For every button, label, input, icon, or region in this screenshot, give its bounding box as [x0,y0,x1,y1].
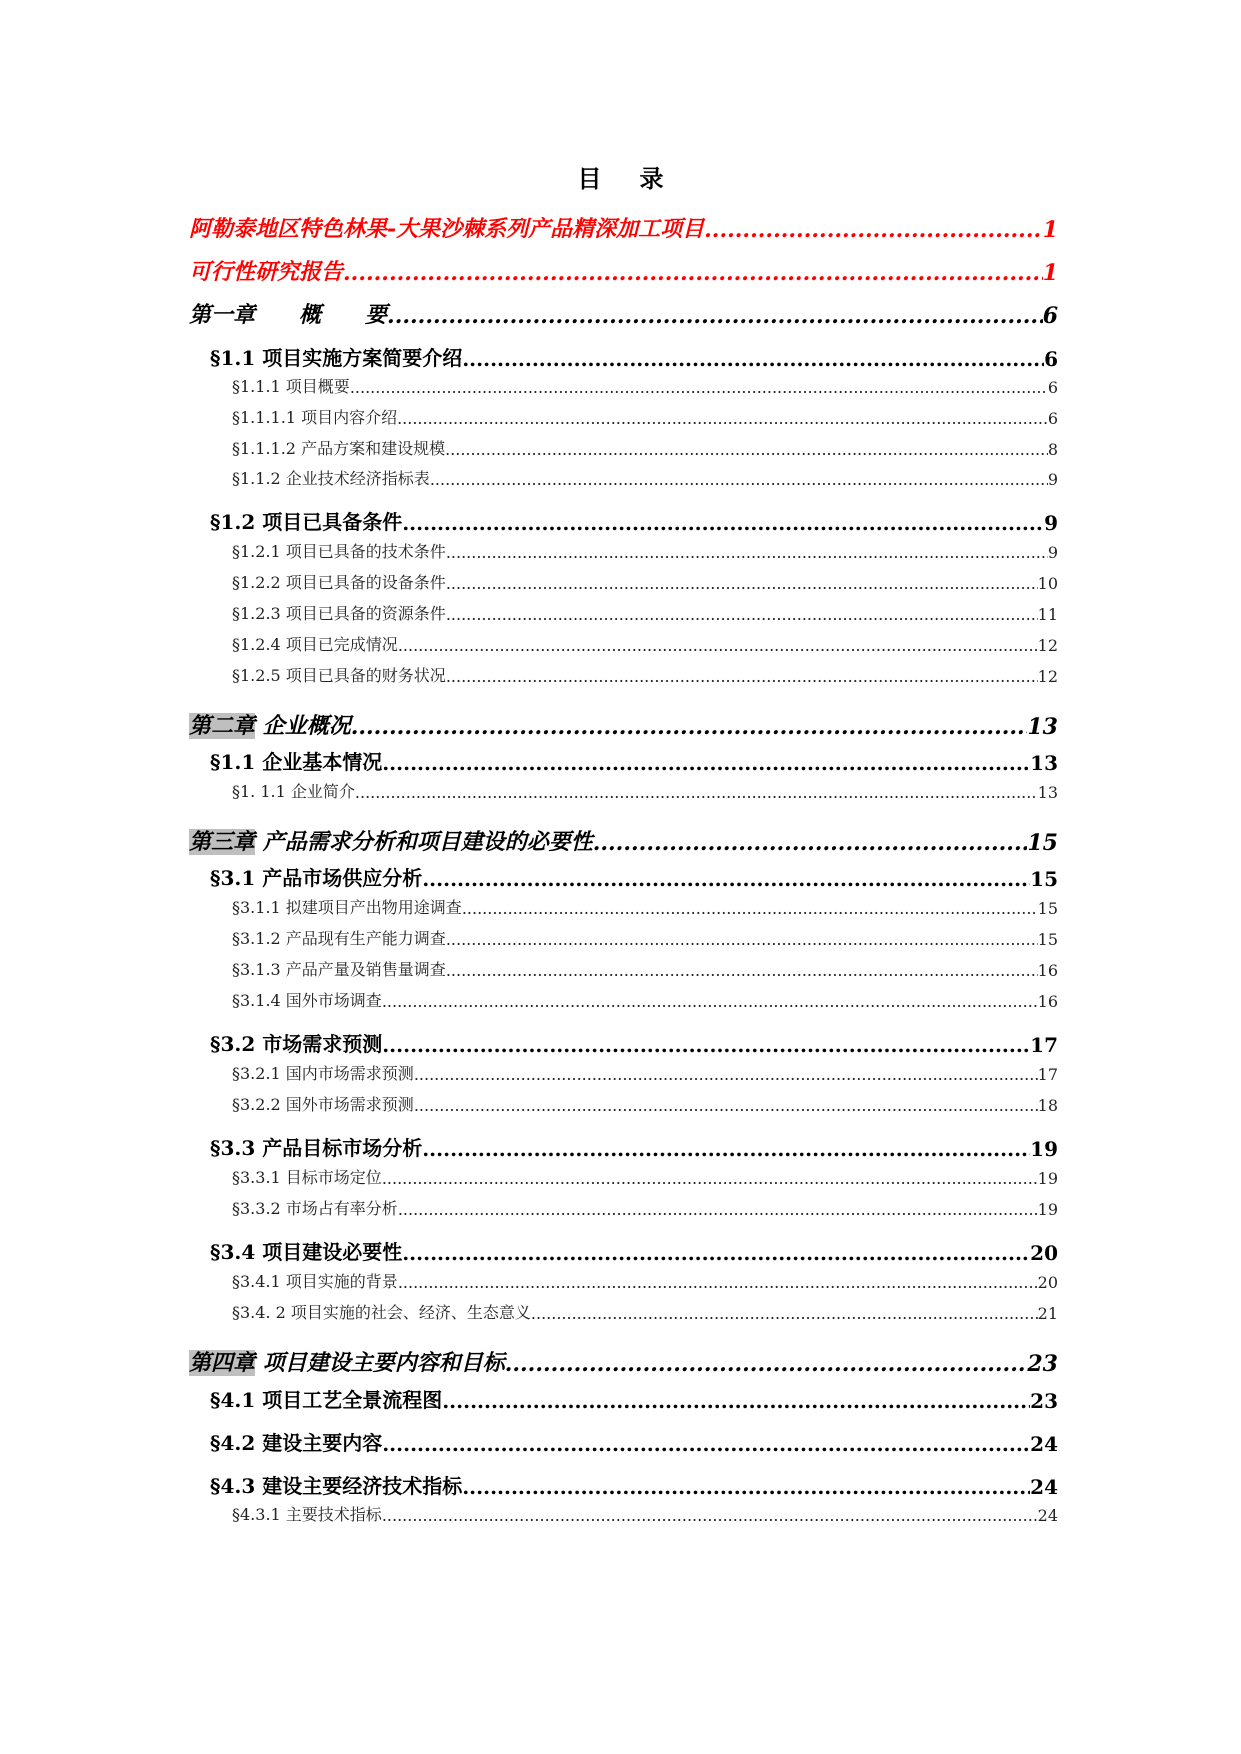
dot-leader [382,992,1038,1011]
dot-leader [402,511,1044,535]
dot-leader [382,1169,1038,1188]
toc-entry-label [189,1346,505,1377]
toc-page-number: 15 [1030,867,1058,891]
toc-page-number: 13 [1027,714,1058,740]
toc-entry-title: §1.2.3 项目已具备的资源条件 [232,604,446,623]
dot-leader [462,1475,1030,1499]
dot-leader [704,217,1043,243]
chapter-number: 第二章 [189,713,256,739]
dot-leader [505,1351,1028,1377]
toc-entry-title: §1.1.1 项目概要 [232,377,350,396]
toc-page-number: 12 [1037,636,1058,655]
toc-entry[interactable] [232,892,1058,918]
toc-page-number: 15 [1027,830,1058,856]
toc-entry-title: §3.1.2 产品现有生产能力调查 [232,929,446,948]
toc-entry-title: §1.1 项目实施方案简要介绍 [210,346,463,370]
toc-page-number: 19 [1037,1200,1058,1219]
toc-page-number: 17 [1030,1033,1058,1057]
toc-page-number: 17 [1037,1065,1058,1084]
toc-page-number: 12 [1037,667,1058,686]
toc-entry-title: §1. 1.1 企业简介 [232,782,355,801]
toc-page-number: 6 [1044,347,1058,371]
dot-leader [350,378,1048,397]
toc-entry-title: §3.3 产品目标市场分析 [210,1136,423,1160]
toc-page-number: 9 [1047,543,1058,562]
toc-page-number: 9 [1044,511,1058,535]
toc-page-number: 20 [1030,1241,1058,1265]
toc-entry[interactable] [232,1058,1058,1084]
toc-entry[interactable] [210,1027,1058,1057]
toc-page-number: 18 [1037,1096,1058,1115]
toc-entry-title: 产品需求分析和项目建设的必要性 [262,829,593,855]
dot-leader [414,1065,1038,1084]
toc-entry-title: §1.2.1 项目已具备的技术条件 [232,542,446,561]
toc-page-number: 21 [1037,1304,1058,1323]
dot-leader [382,1432,1030,1456]
toc-entry[interactable] [189,1341,1058,1377]
toc-entry[interactable] [232,463,1058,489]
toc-entry[interactable] [210,1131,1058,1161]
toc-entry-title: §3.4. 2 项目实施的社会、经济、生态意义 [232,1303,531,1322]
dot-leader [398,1273,1038,1292]
toc-entry-title: §3.3.1 目标市场定位 [232,1168,382,1187]
dot-leader [446,667,1038,686]
dot-leader [462,899,1038,918]
toc-entry[interactable] [210,1469,1058,1499]
toc-entry-title: §3.1.3 产品产量及销售量调查 [232,960,446,979]
toc-entry[interactable] [232,985,1058,1011]
toc-entry[interactable] [210,505,1058,535]
dot-leader [351,714,1028,740]
dot-leader [382,751,1030,775]
toc-entry-title: §3.2 市场需求预测 [210,1032,383,1056]
toc-entry[interactable] [189,250,1058,286]
dot-leader [442,1389,1030,1413]
toc-entry-title: §1.2.5 项目已具备的财务状况 [232,666,446,685]
toc-page-number: 13 [1037,783,1058,802]
toc-entry[interactable] [232,629,1058,655]
dot-leader [430,470,1048,489]
toc-entry[interactable] [232,433,1058,459]
dot-leader [382,1033,1030,1057]
toc-page-number: 6 [1047,409,1058,428]
toc-entry[interactable] [232,402,1058,428]
toc-entry[interactable] [232,923,1058,949]
dot-leader [445,440,1048,459]
toc-entry-title: §1.1.1.1 项目内容介绍 [232,408,398,427]
toc-entry[interactable] [189,207,1058,243]
dot-leader [387,303,1043,329]
toc-entry[interactable] [232,1499,1058,1525]
toc-entry[interactable] [232,1266,1058,1292]
toc-entry[interactable] [210,341,1058,371]
toc-entry[interactable] [232,954,1058,980]
toc-page-number: 19 [1030,1137,1058,1161]
toc-page-number: 20 [1037,1273,1058,1292]
dot-leader [462,347,1044,371]
dot-leader [531,1304,1038,1323]
toc-entry-label [189,825,593,856]
toc-entry-title: 项目建设主要内容和目标 [262,1350,505,1376]
toc-entry[interactable] [189,293,1058,329]
toc-entry-title: 企业概况 [262,713,351,739]
dot-leader [446,961,1038,980]
toc-page-number: 11 [1037,605,1058,624]
dot-leader [355,783,1038,802]
toc-entry-title: 概 要 [299,302,388,328]
toc-page-number: 6 [1042,303,1058,329]
toc-entry-title: §3.4 项目建设必要性 [210,1240,403,1264]
toc-page-number: 16 [1037,961,1058,980]
toc-entry[interactable] [232,1193,1058,1219]
toc-page-number: 15 [1037,899,1058,918]
toc-entry[interactable] [189,704,1058,740]
toc-entry-title: §1.2 项目已具备条件 [210,510,403,534]
toc-entry-title: §3.2.1 国内市场需求预测 [232,1064,414,1083]
chapter-number: 第一章 [189,302,256,328]
toc-entry-label [189,298,387,329]
toc-page-number: 23 [1030,1389,1058,1413]
toc-entry-title: §1.2.4 项目已完成情况 [232,635,398,654]
toc-entry[interactable] [189,820,1058,856]
toc-page-number: 16 [1037,992,1058,1011]
dot-leader [593,830,1028,856]
toc-page-number: 13 [1030,751,1058,775]
toc-page-number: 23 [1027,1351,1058,1377]
toc-entry[interactable] [232,567,1058,593]
toc-entry[interactable] [210,1383,1058,1413]
toc-entry-title: §1.1.2 企业技术经济指标表 [232,469,430,488]
toc-entry[interactable] [232,371,1058,397]
toc-entry-title: 可行性研究报告 [189,259,344,285]
toc-entry[interactable] [232,1297,1058,1323]
dot-leader [446,574,1038,593]
chapter-number: 第四章 [189,1350,256,1376]
toc-entry-title: §4.3.1 主要技术指标 [232,1505,382,1524]
toc-entry[interactable] [210,745,1058,775]
toc-page-number: 24 [1030,1432,1058,1456]
toc-entry-title: §1.1.1.2 产品方案和建设规模 [232,439,446,458]
toc-entry-title: §3.1 产品市场供应分析 [210,866,423,890]
toc-entry-title: §4.2 建设主要内容 [210,1431,383,1455]
toc-entry-title: §4.3 建设主要经济技术指标 [210,1474,463,1498]
dot-leader [446,605,1038,624]
toc-entry-title: §4.1 项目工艺全景流程图 [210,1388,443,1412]
toc-entry-title: 阿勒泰地区特色林果-大果沙棘系列产品精深加工项目 [189,216,705,242]
page-title: 目录 [577,164,702,193]
toc-page-number: 9 [1047,470,1058,489]
toc-entry-title: §1.2.2 项目已具备的设备条件 [232,573,446,592]
dot-leader [397,409,1048,428]
dot-leader [422,1137,1030,1161]
toc-page-number: 8 [1047,440,1058,459]
dot-leader [343,260,1043,286]
toc-entry[interactable] [232,1089,1058,1115]
dot-leader [446,543,1048,562]
toc-entry[interactable] [210,1235,1058,1265]
toc-page-number: 10 [1037,574,1058,593]
toc-entry-title: §3.3.2 市场占有率分析 [232,1199,398,1218]
toc-entry-title: §1.1 企业基本情况 [210,750,383,774]
toc-entry[interactable] [210,1426,1058,1456]
toc-entry-label [189,709,351,740]
toc-page-number: 24 [1037,1506,1058,1525]
dot-leader [414,1096,1038,1115]
toc-entry-title: §3.1.4 国外市场调查 [232,991,382,1010]
toc-entry-title: §3.2.2 国外市场需求预测 [232,1095,414,1114]
dot-leader [402,1241,1030,1265]
toc-entry[interactable] [232,536,1058,562]
toc-entry-title: §3.4.1 项目实施的背景 [232,1272,398,1291]
dot-leader [398,1200,1038,1219]
chapter-number: 第三章 [189,829,256,855]
toc-entry[interactable] [232,598,1058,624]
toc-page-number: 1 [1042,217,1058,243]
dot-leader [398,636,1038,655]
dot-leader [446,930,1038,949]
toc-page-number: 19 [1037,1169,1058,1188]
toc-entry[interactable] [232,660,1058,686]
toc-page-number: 24 [1030,1475,1058,1499]
toc-page-number: 1 [1042,260,1058,286]
toc-entry-title: §3.1.1 拟建项目产出物用途调查 [232,898,462,917]
dot-leader [422,867,1030,891]
toc-page-number: 6 [1047,378,1058,397]
toc-page-number: 15 [1037,930,1058,949]
toc-entry[interactable] [210,861,1058,891]
dot-leader [382,1506,1038,1525]
toc-entry[interactable] [232,1162,1058,1188]
toc-entry[interactable] [232,776,1058,802]
